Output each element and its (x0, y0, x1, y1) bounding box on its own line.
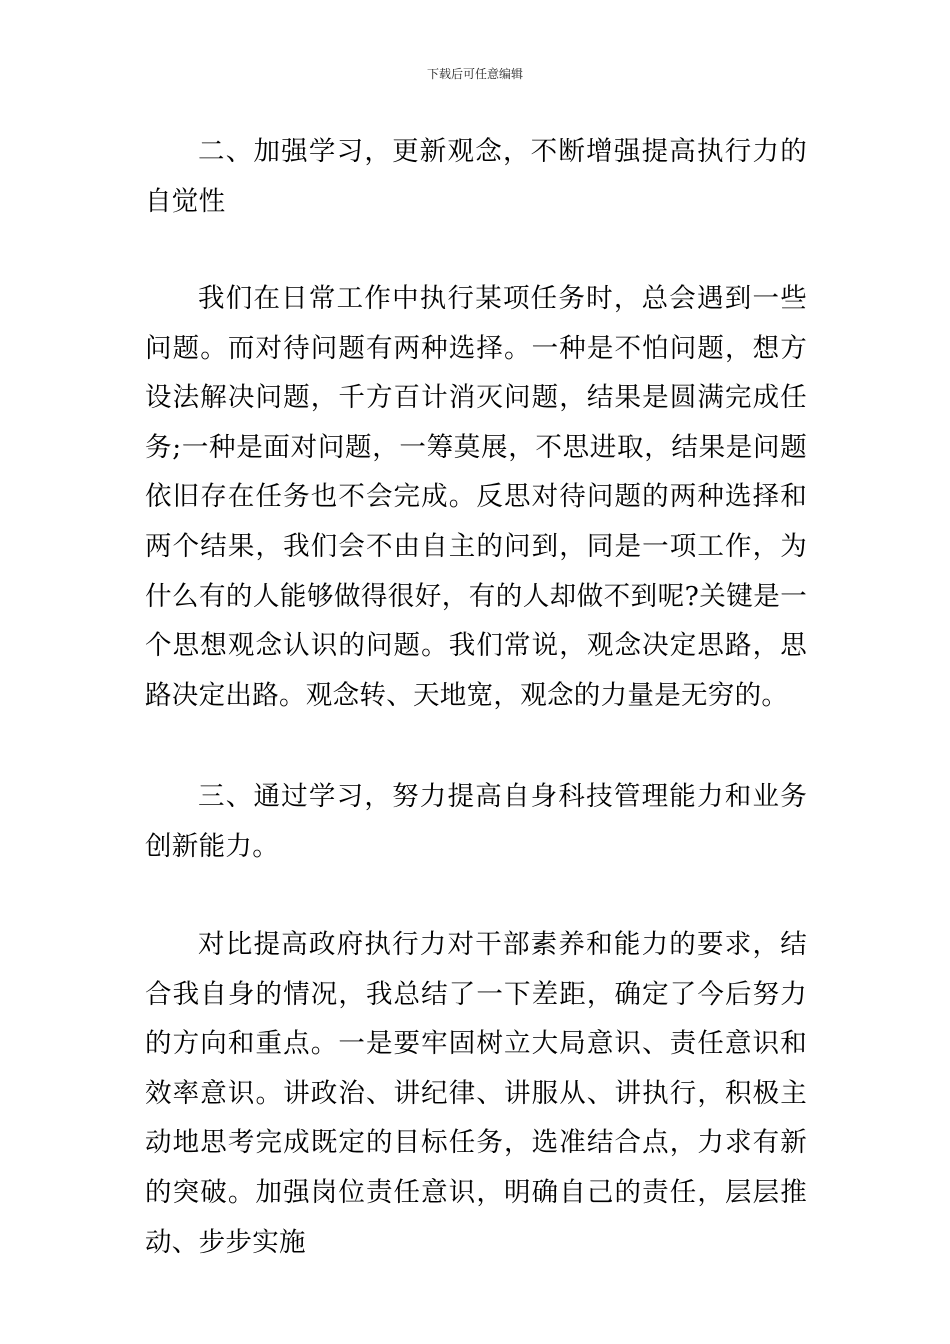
body-paragraph-2: 对比提高政府执行力对干部素养和能力的要求，结合我自身的情况，我总结了一下差距，确定了今后努力的方向和重点。一是要牢固树立大局意识、责任意识和效率意识。讲政治、讲纪律、讲服从、讲执行，积极主动地思考完成既定的目标任务，选准结合点，力求有新的突破。加强岗位责任意识，明确自己的责任，层层推动、步步实施 (145, 929, 807, 1258)
section-heading-3: 三、通过学习，努力提高自身科技管理能力和业务创新能力。 (145, 781, 807, 862)
section-heading-2: 二、加强学习，更新观念，不断增强提高执行力的自觉性 (145, 136, 807, 217)
body-paragraph-1: 我们在日常工作中执行某项任务时，总会遇到一些问题。而对待问题有两种选择。一种是不怕问题，想方设法解决问题，千方百计消灭问题，结果是圆满完成任务;一种是面对问题，一筹莫展，不思进取，结果是问题依旧存在任务也不会完成。反思对待问题的两种选择和两个结果，我们会不由自主的问到，同是一项工作，为什么有的人能够做得很好，有的人却做不到呢?关键是一个思想观念认识的问题。我们常说，观念决定思路，思路决定出路。观念转、天地宽，观念的力量是无穷的。 (145, 283, 807, 711)
header-note: 下载后可任意编辑 (426, 67, 523, 81)
